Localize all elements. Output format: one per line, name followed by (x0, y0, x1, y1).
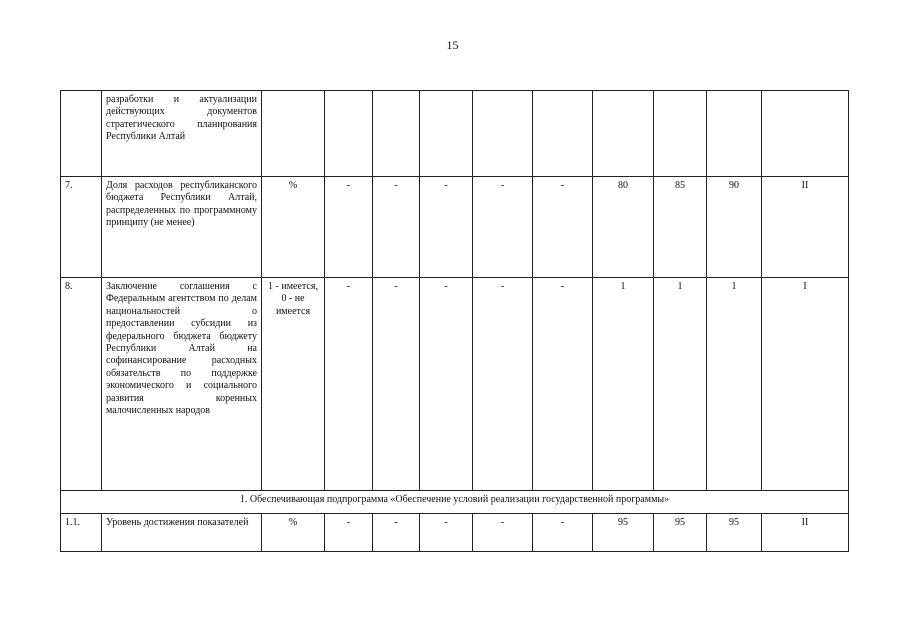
value-cell: - (533, 514, 593, 552)
row-number: 8. (61, 278, 102, 491)
page-number: 15 (446, 38, 459, 52)
unit-cell (262, 91, 325, 177)
value-cell (533, 91, 593, 177)
value-cell: 1 (593, 278, 654, 491)
value-cell: - (420, 514, 473, 552)
value-cell (654, 91, 707, 177)
value-cell: - (325, 177, 373, 278)
unit-cell: % (262, 177, 325, 278)
value-cell: 95 (654, 514, 707, 552)
table-row (61, 91, 849, 177)
value-cell: 90 (707, 177, 762, 278)
section-title: 1. Обеспечивающая подпрограмма «Обеспечение условий реализации государственной программы» (61, 491, 849, 514)
value-cell: - (533, 177, 593, 278)
value-cell: - (325, 514, 373, 552)
value-cell: - (325, 278, 373, 491)
value-cell: - (473, 514, 533, 552)
value-cell: - (473, 177, 533, 278)
value-cell: - (373, 514, 420, 552)
indicator-name: Заключение соглашения с Федеральным агентством по делам национальностей о предоставлении субсидии из федерального бюджета бюджету Республики Алтай на софинансирование расходных обязательств по поддержке экономического и социального развития коренных малочисленных народов (102, 278, 262, 491)
row-number (61, 91, 102, 177)
value-cell: - (533, 278, 593, 491)
value-cell: 80 (593, 177, 654, 278)
value-cell: - (373, 177, 420, 278)
row-number: 1.1. (61, 514, 102, 552)
value-cell: 1 (654, 278, 707, 491)
value-cell (762, 91, 849, 177)
value-cell: II (762, 514, 849, 552)
value-cell (473, 91, 533, 177)
value-cell: II (762, 177, 849, 278)
indicator-name: Уровень достижения показателей (102, 514, 262, 552)
value-cell: 95 (593, 514, 654, 552)
value-cell (593, 91, 654, 177)
value-cell: 85 (654, 177, 707, 278)
value-cell: - (420, 278, 473, 491)
value-cell: - (373, 278, 420, 491)
table-row (61, 278, 849, 491)
indicators-table (60, 90, 849, 552)
value-cell (420, 91, 473, 177)
unit-cell: 1 - имеется, 0 - не имеется (262, 278, 325, 491)
value-cell: 95 (707, 514, 762, 552)
value-cell (373, 91, 420, 177)
value-cell: I (762, 278, 849, 491)
table-row (61, 177, 849, 278)
value-cell: 1 (707, 278, 762, 491)
indicator-name: Доля расходов республиканского бюджета Республики Алтай, распределенных по программному принципу (не менее) (102, 177, 262, 278)
value-cell: - (420, 177, 473, 278)
row-number: 7. (61, 177, 102, 278)
indicator-name: разработки и актуализации действующих документов стратегического планирования Республики Алтай (102, 91, 262, 177)
value-cell (707, 91, 762, 177)
table-row (61, 514, 849, 552)
section-row (61, 491, 849, 514)
value-cell: - (473, 278, 533, 491)
value-cell (325, 91, 373, 177)
unit-cell: % (262, 514, 325, 552)
